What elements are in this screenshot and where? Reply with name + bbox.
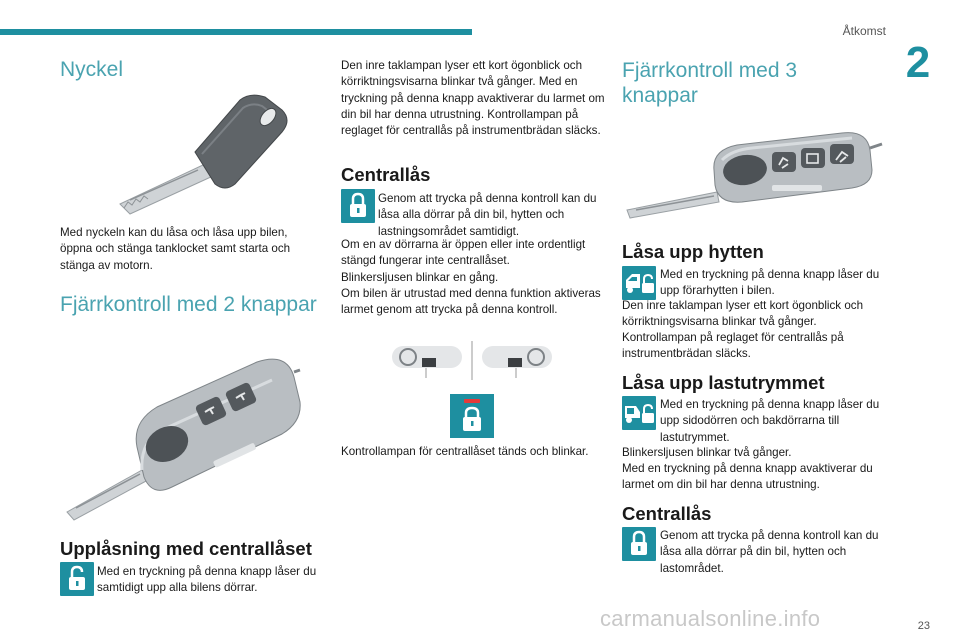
cargo-unlock-icon	[622, 396, 656, 430]
cab-unlock-icon	[622, 266, 656, 300]
chapter-number: 2	[905, 38, 931, 87]
padlock-closed-icon	[622, 527, 656, 561]
heading-central-lock-2: Centrallås	[622, 503, 712, 524]
central-lock-text-right: Genom att trycka på denna kontroll kan du låsa alla dörrar på din bil, hytten och lastområdet.	[660, 529, 879, 575]
heading-key: Nyckel	[60, 58, 124, 81]
remote-3-button-image	[622, 130, 887, 220]
cargo-text-3: Med en tryckning på denna knapp avaktiverar du larmet om din bil har denna utrustning.	[622, 462, 873, 492]
continued-text: Den inre taklampan lyser ett kort ögonblick och körriktningsvisarna blinkar två gånger. Med en tryckning på denna knapp avaktiverar du larmet om din bil har denna utrustning. Kontrollampan på reglaget för centrallås på instrumentbrädan släcks.	[341, 59, 605, 138]
unlock-central-text: Med en tryckning på denna knapp låser du samtidigt upp alla bilens dörrar.	[97, 565, 317, 595]
cargo-text-1: Med en tryckning på denna knapp låser du upp sidodörren och bakdörrarna till lastutrymmet.	[660, 398, 880, 444]
cab-text-2: Den inre taklampan lyser ett kort ögonblick och körriktningsvisarna blinkar två gånger.	[622, 299, 864, 329]
section-name: Åtkomst	[842, 24, 886, 38]
padlock-closed-icon	[341, 189, 375, 223]
heading-unlock-cab: Låsa upp hytten	[622, 241, 764, 262]
padlock-open-icon	[60, 562, 94, 596]
heading-remote-3: Fjärrkontroll med 3 knappar	[622, 59, 798, 107]
central-text-4: Om bilen är utrustad med denna funktion aktiveras larmet genom att trycka på denna kontroll.	[341, 287, 601, 317]
remote-2-button-image	[62, 352, 312, 527]
key-text: Med nyckeln kan du låsa och låsa upp bilen, öppna och stänga tanklocket samt starta och stänga av motorn.	[60, 226, 291, 272]
header-accent-bar	[0, 29, 472, 35]
lamp-text: Kontrollampan för centrallåset tänds och blinkar.	[341, 445, 589, 458]
heading-unlock-cargo: Låsa upp lastutrymmet	[622, 372, 825, 393]
cab-text-3: Kontrollampan på reglaget för centrallås på instrumentbrädan släcks.	[622, 331, 844, 361]
heading-unlock-central: Upplåsning med centrallåset	[60, 538, 312, 559]
central-text-2: Om en av dörrarna är öppen eller inte ordentligt stängd fungerar inte centrallåset.	[341, 238, 586, 268]
central-text-1a: Genom att trycka på denna kontroll kan du låsa alla dörrar på din bil, hytten och lastningsområdet samtidigt.	[378, 192, 597, 238]
cargo-text-2: Blinkersljusen blinkar två gånger.	[622, 446, 792, 459]
key-image	[110, 92, 300, 217]
cab-text-1: Med en tryckning på denna knapp låser du upp förarhytten i bilen.	[660, 268, 880, 298]
heading-remote-2: Fjärrkontroll med 2 knappar	[60, 293, 317, 316]
central-lock-lamp-icon	[450, 394, 494, 438]
central-text-3: Blinkersljusen blinkar en gång.	[341, 271, 499, 284]
dashboard-lock-image	[390, 338, 555, 383]
watermark: carmanualsonline.info	[600, 606, 821, 631]
heading-central-lock: Centrallås	[341, 164, 431, 185]
page-number: 23	[917, 620, 930, 632]
